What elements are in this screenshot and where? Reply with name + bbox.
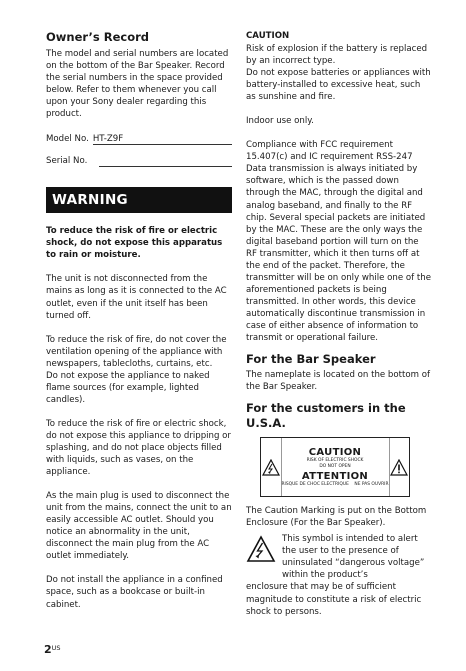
warning-paragraph-liquids: To reduce the risk of fire or electric shock, do not expose this appliance to dripping or splashing, and do not place objects filled with liquids, such as vases, on the appliance. — [46, 418, 231, 478]
label-text-block — [281, 438, 390, 496]
label-attention-text: ATTENTION — [301, 470, 369, 482]
symbol-text-second: enclosure that may be of sufficient magnitude to constitute a risk of electric shock to persons. — [246, 582, 422, 617]
serial-number-line — [99, 156, 232, 167]
owners-record-heading: Owner’s Record — [46, 30, 150, 44]
label-donot-text: DO NOT OPEN — [319, 463, 351, 469]
label-lightning-icon — [261, 438, 281, 496]
caution-heading: CAUTION — [246, 31, 290, 41]
label-risk-text: RISK OF ELECTRIC SHOCK — [306, 458, 364, 464]
owners-record-text: The model and serial numbers are located on the bottom of the Bar Speaker. Record the serial numbers in the space provided below. Refer to them whenever you call upon your Sony dealer regarding this product. — [46, 49, 229, 120]
warning-paragraph-disconnect: The unit is not disconnected from the mains as long as it is connected to the AC outlet, even if the unit itself has been turned off. — [46, 274, 227, 321]
warning-bold-text: To reduce the risk of fire or electric shock, do not expose this apparatus to rain or moisture. — [46, 226, 223, 261]
model-number-label: Model No. — [46, 134, 89, 145]
page-number-value: 2 — [44, 643, 52, 656]
page-number-suffix: US — [51, 644, 61, 652]
caution-marking-label — [260, 437, 410, 497]
serial-number-label: Serial No. — [46, 156, 88, 167]
label-risque-text: RISQUE DE CHOC ELECTRIQUE NE PAS OUVRIR — [281, 481, 389, 487]
warning-paragraph-flame: Do not expose the appliance to naked flame sources (for example, lighted candles). — [46, 370, 210, 405]
warning-paragraph-main-plug: As the main plug is used to disconnect the unit from the mains, connect the unit to an easily accessible AC outlet. Should you notice an abnormality in the unit, disconnect the main plug from the AC outlet immediately. — [46, 491, 232, 562]
symbol-explanation — [246, 533, 432, 581]
label-caution-text: CAUTION — [308, 447, 362, 459]
model-number-value: HT-Z9F — [93, 134, 232, 145]
page-number — [44, 643, 61, 656]
bar-speaker-text: The nameplate is located on the bottom of the Bar Speaker. — [246, 370, 431, 393]
symbol-text-first: This symbol is intended to alert the user to the presence of uninsulated “dangerous voltage” within the product’s — [282, 534, 425, 581]
caution-marking-text: The Caution Marking is put on the Bottom Enclosure (For the Bar Speaker). — [246, 506, 427, 529]
lightning-triangle-icon — [246, 533, 282, 581]
label-exclamation-icon — [390, 438, 410, 496]
model-number-field — [46, 133, 232, 145]
warning-heading: WARNING — [46, 187, 232, 213]
left-column — [46, 30, 232, 611]
warning-paragraph-confined-space: Do not install the appliance in a confined space, such as a bookcase or built-in cabinet. — [46, 575, 223, 610]
indoor-use-text: Indoor use only. — [246, 116, 314, 127]
fcc-compliance-text: Compliance with FCC requirement 15.407(c) and IC requirement RSS-247 Data transmission is always initiated by software, which is the passed down through the MAC, through the digital and analog baseband, and finally to the RF chip. Several special packets are initiated by the MAC. These are the only ways the digital baseband portion will turn on the RF transmitter, which it then turns off at the end of the packet. Therefore, the transmitter will be on only while one of the aforementioned packets is being transmitted. In other words, this device automatically discontinue transmission in case of either absence of information to transmit or operational failure. — [246, 140, 431, 344]
warning-paragraph-ventilation: To reduce the risk of fire, do not cover the ventilation opening of the appliance with newspapers, tablecloths, curtains, etc. — [46, 334, 227, 369]
caution-battery-text: Risk of explosion if the battery is replaced by an incorrect type. — [246, 44, 428, 67]
caution-heat-text: Do not expose batteries or appliances with battery-installed to excessive heat, such as sunshine and fire. — [246, 68, 431, 103]
serial-number-field — [46, 155, 232, 167]
right-column — [246, 30, 432, 618]
bar-speaker-heading: For the Bar Speaker — [246, 352, 376, 367]
us-customers-heading: For the customers in the U.S.A. — [246, 401, 406, 431]
